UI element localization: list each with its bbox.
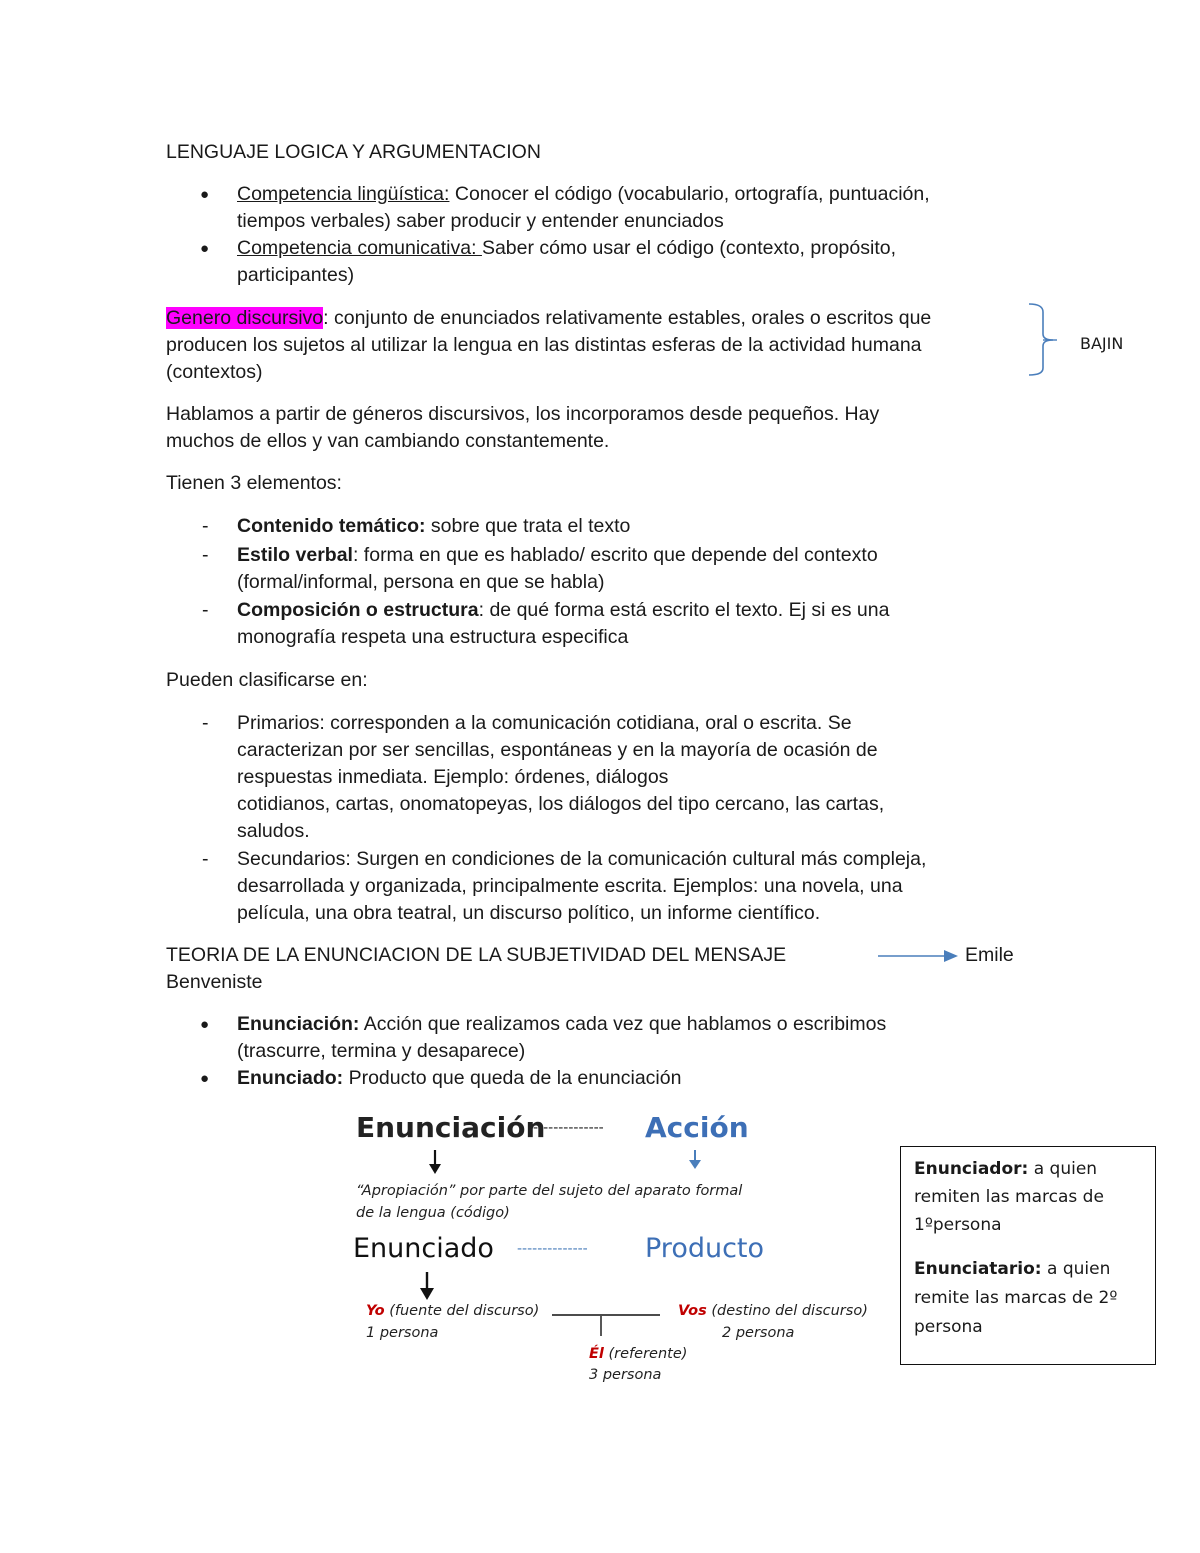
- enunciatario-line3: persona: [914, 1317, 983, 1337]
- diagram-dashes-2: --------------: [517, 1241, 588, 1257]
- diagram-producto: Producto: [645, 1233, 765, 1264]
- connector-line: [550, 1306, 662, 1338]
- bullet-icon: ●: [200, 240, 210, 257]
- elemento-estilo-cont: (formal/informal, persona en que se habla): [237, 571, 605, 593]
- hablamos-line2: muchos de ellos y van cambiando constantemente.: [166, 430, 610, 452]
- dash-bullet: -: [202, 712, 209, 734]
- elemento-estilo: Estilo verbal: forma en que es hablado/ escrito que depende del contexto: [237, 544, 878, 566]
- arrow-right-icon: [876, 946, 960, 966]
- primarios-line: saludos.: [237, 820, 310, 842]
- tienen-elementos: Tienen 3 elementos:: [166, 472, 342, 494]
- bullet-icon: ●: [200, 186, 210, 203]
- diagram-accion: Acción: [645, 1111, 749, 1144]
- dash-bullet: -: [202, 848, 209, 870]
- competencia-comunicativa-cont: participantes): [237, 264, 355, 286]
- bullet-icon: ●: [200, 1016, 210, 1033]
- diagram-enunciacion: Enunciación: [356, 1111, 546, 1144]
- teoria-author-first: Emile: [965, 944, 1014, 966]
- competencia-comunicativa: Competencia comunicativa: Saber cómo usar el código (contexto, propósito,: [237, 237, 897, 259]
- right-brace-icon: [1025, 302, 1065, 378]
- diagram-apropiacion-1: “Apropiación” por parte del sujeto del aparato formal: [356, 1183, 743, 1199]
- diagram-apropiacion-2: de la lengua (código): [356, 1205, 510, 1221]
- bajin-note: BAJIN: [1080, 334, 1124, 353]
- enunciador-line2: remiten las marcas de: [914, 1187, 1104, 1207]
- secundarios-line: Secundarios: Surgen en condiciones de la comunicación cultural más compleja,: [237, 848, 927, 870]
- genero-discursivo-line1: Genero discursivo: conjunto de enunciados relativamente estables, orales o escritos que: [166, 307, 932, 329]
- elemento-contenido: Contenido temático: sobre que trata el texto: [237, 515, 631, 537]
- pueden-clasificarse: Pueden clasificarse en:: [166, 669, 368, 691]
- primarios-line: respuestas inmediata. Ejemplo: órdenes, diálogos: [237, 766, 669, 788]
- competencia-linguistica: Competencia lingüística: Conocer el código (vocabulario, ortografía, puntuación,: [237, 183, 930, 205]
- bullet-icon: ●: [200, 1070, 210, 1087]
- secundarios-line: película, una obra teatral, un discurso político, un informe científico.: [237, 902, 821, 924]
- genero-discursivo-line2: producen los sujetos al utilizar la lengua en las distintas esferas de la actividad humana: [166, 334, 922, 356]
- genero-discursivo-line3: (contextos): [166, 361, 263, 383]
- arrow-down-icon: [426, 1148, 444, 1176]
- enunciador-line1: Enunciador: a quien: [914, 1159, 1098, 1179]
- primarios-line: cotidianos, cartas, onomatopeyas, los diálogos del tipo cercano, las cartas,: [237, 793, 885, 815]
- teoria-heading: TEORIA DE LA ENUNCIACION DE LA SUBJETIVIDAD DEL MENSAJE: [166, 944, 787, 966]
- dash-bullet: -: [202, 544, 209, 566]
- primarios-line: Primarios: corresponden a la comunicación cotidiana, oral o escrita. Se: [237, 712, 852, 734]
- secundarios-line: desarrollada y organizada, principalmente escrita. Ejemplos: una novela, una: [237, 875, 903, 897]
- diagram-dashes-1: --------------: [533, 1120, 604, 1136]
- primarios-line: caracterizan por ser sencillas, espontáneas y en la mayoría de ocasión de: [237, 739, 878, 761]
- diagram-enunciado: Enunciado: [353, 1233, 494, 1264]
- enunciador-note-box: [900, 1146, 1156, 1365]
- enunciacion-item-cont: (trascurre, termina y desaparece): [237, 1040, 526, 1062]
- diagram-el-persona: 3 persona: [589, 1367, 662, 1383]
- enunciado-item: Enunciado: Producto que queda de la enunciación: [237, 1067, 682, 1089]
- diagram-yo-persona: 1 persona: [366, 1325, 439, 1341]
- dash-bullet: -: [202, 599, 209, 621]
- diagram-vos: Vos (destino del discurso): [678, 1303, 868, 1319]
- diagram-vos-persona: 2 persona: [722, 1325, 795, 1341]
- document-title: LENGUAJE LOGICA Y ARGUMENTACION: [166, 141, 541, 163]
- teoria-author-last: Benveniste: [166, 971, 263, 993]
- diagram-el: Él (referente): [589, 1346, 688, 1362]
- enunciatario-line2: remite las marcas de 2º: [914, 1288, 1118, 1308]
- competencia-linguistica-cont: tiempos verbales) saber producir y entender enunciados: [237, 210, 724, 232]
- arrow-down-icon: [686, 1148, 704, 1172]
- dash-bullet: -: [202, 515, 209, 537]
- hablamos-line1: Hablamos a partir de géneros discursivos, los incorporamos desde pequeños. Hay: [166, 403, 880, 425]
- elemento-composicion: Composición o estructura: de qué forma está escrito el texto. Ej si es una: [237, 599, 890, 621]
- elemento-composicion-cont: monografía respeta una estructura especifica: [237, 626, 629, 648]
- arrow-down-icon: [418, 1270, 436, 1302]
- enunciacion-item: Enunciación: Acción que realizamos cada vez que hablamos o escribimos: [237, 1013, 887, 1035]
- diagram-yo: Yo (fuente del discurso): [366, 1303, 540, 1319]
- enunciador-line3: 1ºpersona: [914, 1215, 1002, 1235]
- enunciatario-line1: Enunciatario: a quien: [914, 1259, 1111, 1279]
